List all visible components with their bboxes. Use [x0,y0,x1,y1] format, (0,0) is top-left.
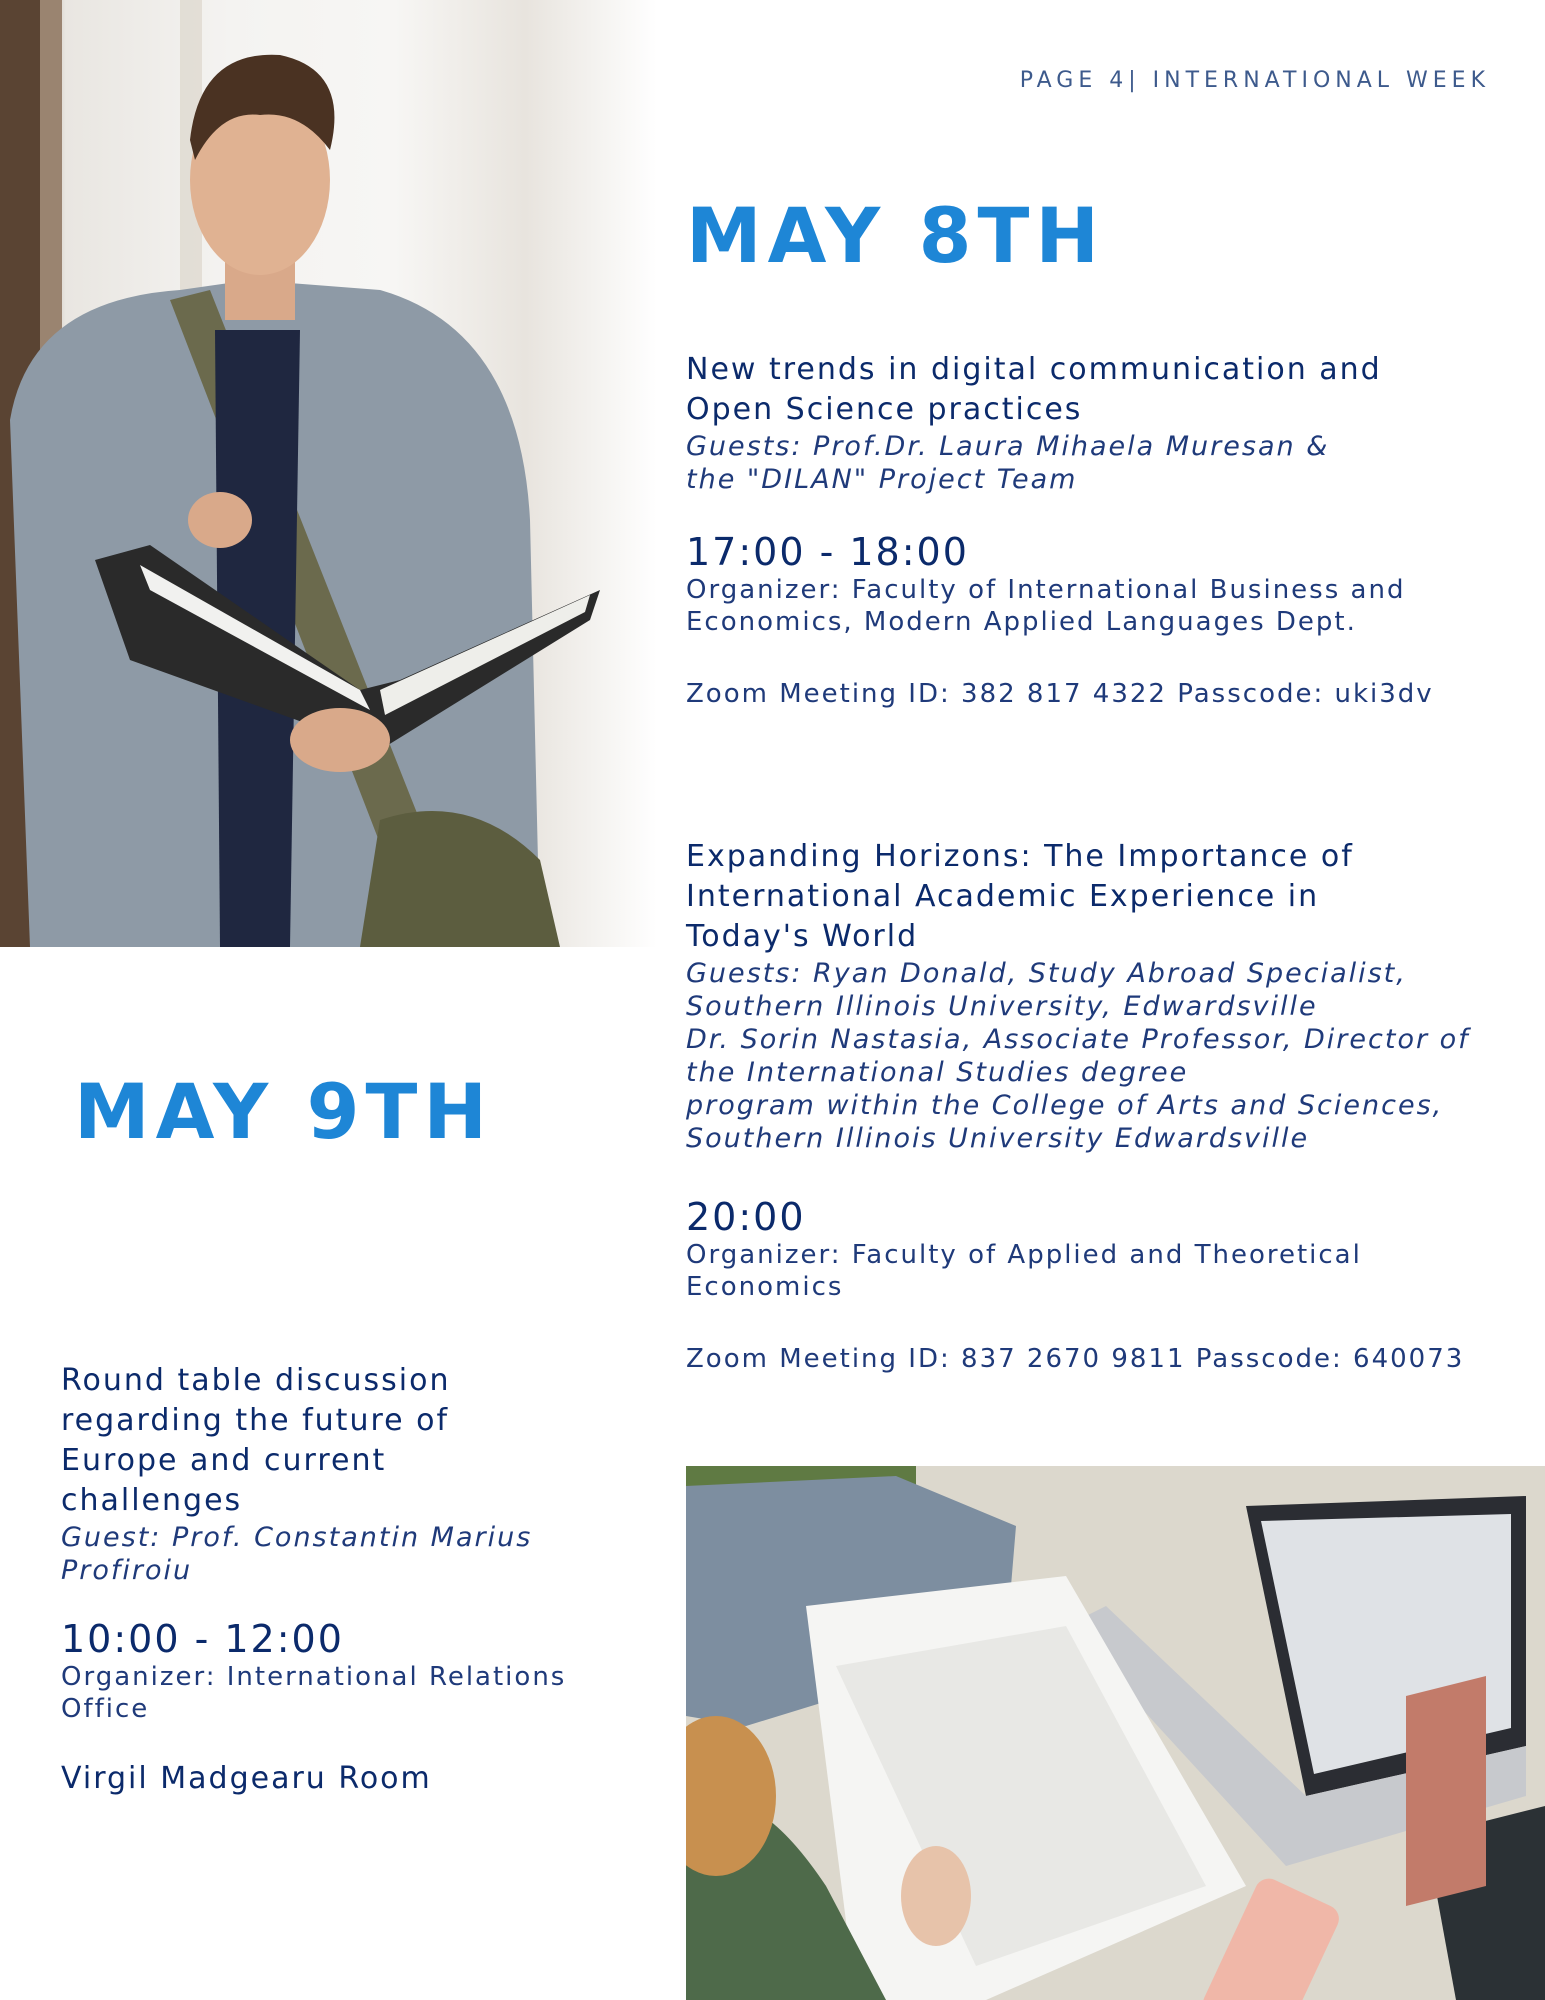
event-guests: Guests: Prof.Dr. Laura Mihaela Muresan & the "DILAN" Project Team [686,431,1330,495]
event-guests: Guest: Prof. Constantin Marius Profiroiu [61,1522,533,1586]
event-title: New trends in digital communication and Open Science practices [686,352,1382,427]
student-reading-photo [0,0,657,947]
event-organizer: Organizer: Faculty of Applied and Theoretical Economics [686,1240,1362,1302]
event-zoom-meeting: Zoom Meeting ID: 382 817 4322 Passcode: uki3dv [686,679,1434,709]
day-heading-may-8: MAY 8TH [686,191,1105,280]
event-zoom-meeting: Zoom Meeting ID: 837 2670 9811 Passcode: 640073 [686,1344,1465,1374]
day-heading-may-9: MAY 9TH [74,1067,493,1156]
event-organizer: Organizer: Faculty of International Business and Economics, Modern Applied Languages Dept. [686,575,1406,637]
event-title: Round table discussion regarding the future of Europe and current challenges [61,1363,451,1518]
event-time: 17:00 - 18:00 [686,530,969,574]
event-card-round-table [61,1361,621,1799]
event-organizer: Organizer: International Relations Office [61,1662,567,1724]
event-room: Virgil Madgearu Room [61,1761,432,1796]
laptop-study-illustration [686,1466,1545,2000]
event-time: 10:00 - 12:00 [61,1617,344,1661]
event-card-digital-communication [686,350,1516,710]
event-title: Expanding Horizons: The Importance of International Academic Experience in Today's World [686,839,1354,954]
student-reading-illustration [0,0,657,947]
event-card-expanding-horizons [686,837,1516,1375]
event-guests: Guests: Ryan Donald, Study Abroad Specialist, Southern Illinois University, Edwardsville Dr. Sorin Nastasia, Associate Professor, Director of the International Studies degree program within the College of Arts and Sciences, Southern Illinois University Edwardsville [686,958,1470,1154]
laptop-study-photo [686,1466,1545,2000]
page-header-label: PAGE 4| INTERNATIONAL WEEK [1019,68,1490,93]
event-time: 20:00 [686,1195,806,1239]
